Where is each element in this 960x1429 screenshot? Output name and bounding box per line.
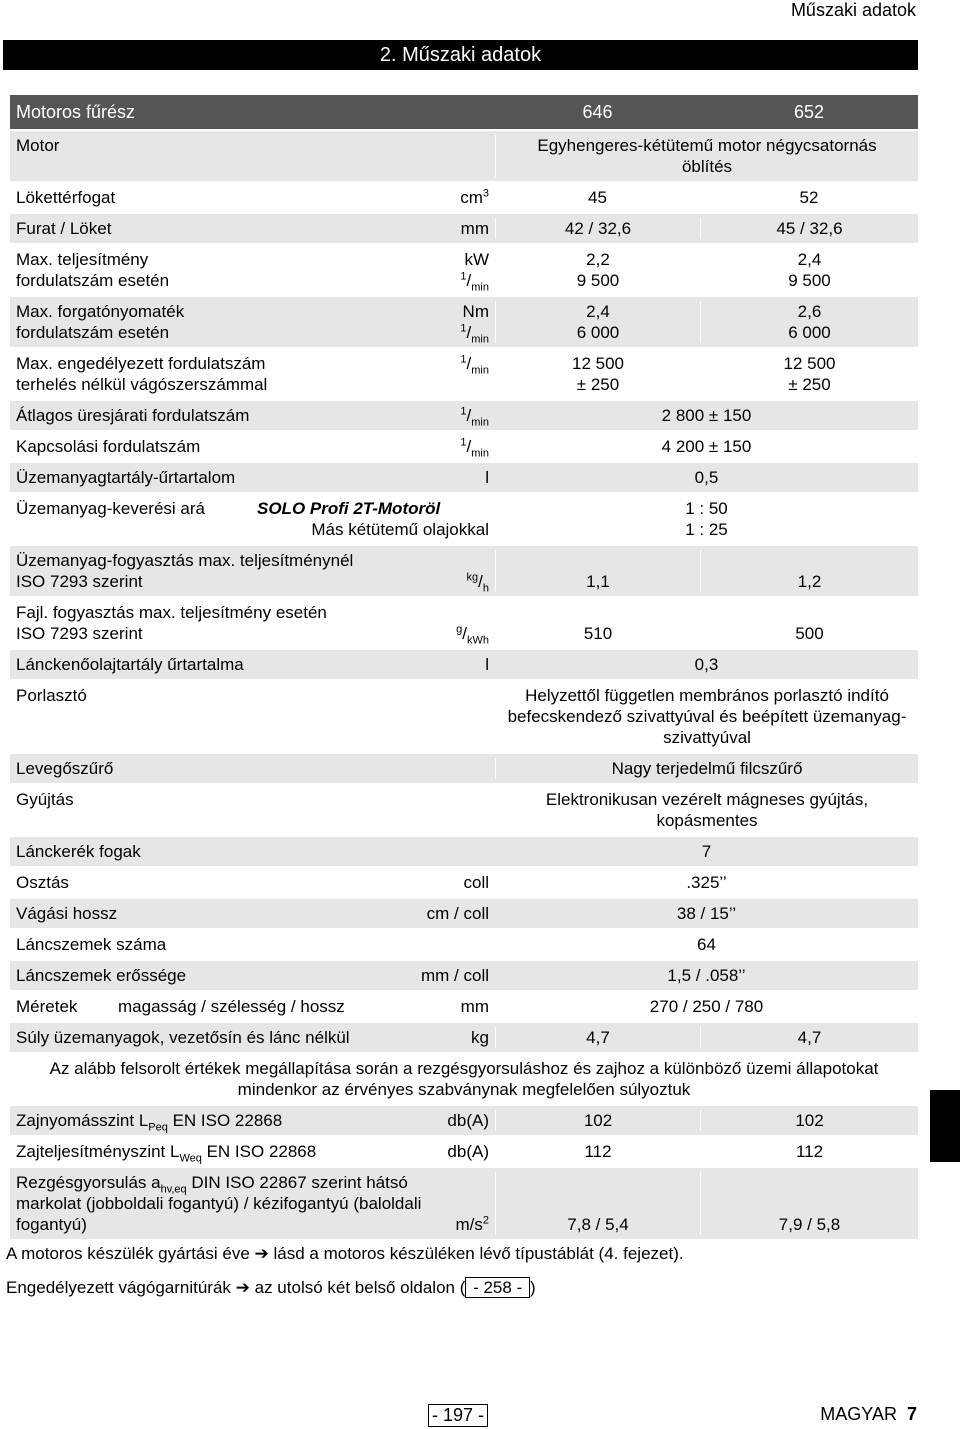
- row-label: Üzemanyag-keverési ará: [16, 499, 205, 518]
- row-unit: Nm $^1/_{min}$: [460, 302, 489, 346]
- language-chapter: MAGYAR 7: [820, 1404, 917, 1424]
- section-header: Műszaki adatok: [790, 0, 916, 20]
- row-weight: [10, 1023, 918, 1054]
- row-specific-consumption: [10, 598, 918, 650]
- row-value: 270 / 250 / 780: [649, 997, 764, 1016]
- mix-oils: SOLO Profi 2T-Motoröl Más kétütemű olajokkal: [257, 499, 489, 539]
- row-sublabel: magasság / szélesség / hossz: [118, 997, 345, 1016]
- row-value: 1,5 / .058’’: [667, 966, 746, 985]
- row-unit: mm: [460, 997, 489, 1016]
- row-label: Osztás: [16, 873, 69, 892]
- row-label: Zajteljesítményszint $L_{Weq}$ EN ISO 22868: [16, 1142, 317, 1165]
- value-652: 4,7: [700, 1027, 918, 1048]
- header-model-652: 652: [793, 102, 825, 122]
- row-label: Porlasztó: [16, 686, 87, 705]
- row-value: Egyhengeres-kétütemű motor négycsatornás öblítés: [495, 135, 918, 177]
- table-header-row: [10, 95, 918, 131]
- row-label: Lánckenőolajtartály űrtartalma: [16, 655, 244, 674]
- row-value: 0,5: [694, 468, 719, 487]
- value-652: 1,2: [700, 550, 918, 592]
- row-noise-pressure: [10, 1106, 918, 1137]
- row-unit: mm / coll: [421, 966, 489, 985]
- arrow-right-icon: ➔: [254, 1244, 269, 1263]
- row-label: Lánckerék fogak: [16, 842, 141, 861]
- value-652: 52: [799, 188, 819, 207]
- row-label: Rezgésgyorsulás $a_{hv,eq}$ DIN ISO 22867 szerint hátsó markolat (jobboldali fogantyú) / kézifogantyú (baloldali fogantyú): [16, 1173, 422, 1234]
- row-note: [10, 1054, 918, 1106]
- footer-note-cutting-sets: Engedélyezett vágógarnitúrák ➔ az utolsó két belső oldalon ( - 258 - ): [6, 1278, 536, 1297]
- row-label: Kapcsolási fordulatszám: [16, 437, 201, 456]
- value-652: 500: [700, 602, 918, 644]
- row-oil-tank: [10, 650, 918, 681]
- row-label: Motor: [16, 136, 60, 155]
- row-label: Max. forgatónyomaték fordulatszám esetén: [16, 302, 185, 342]
- row-value: .325’’: [686, 873, 727, 892]
- row-value: Nagy terjedelmű filcszűrő: [495, 758, 918, 779]
- header-model-646: 646: [582, 102, 613, 122]
- row-cut-length: [10, 899, 918, 930]
- row-label: Vágási hossz: [16, 904, 118, 923]
- row-unit: kg: [471, 1028, 489, 1047]
- row-vibration: [10, 1168, 918, 1241]
- value-646: 2,4 6 000: [495, 301, 700, 343]
- row-noise-power: [10, 1137, 918, 1168]
- value-646: 42 / 32,6: [495, 218, 700, 239]
- row-chain-links: [10, 930, 918, 961]
- value-646: 2,2 9 500: [495, 249, 700, 291]
- row-value: 0,3: [694, 655, 719, 674]
- row-consumption: [10, 546, 918, 598]
- row-label: Láncszemek száma: [16, 935, 167, 954]
- row-torque: [10, 297, 918, 349]
- row-ignition: [10, 785, 918, 837]
- row-label: Láncszemek erőssége: [16, 966, 187, 985]
- footer-note-year: A motoros készülék gyártási éve ➔ lásd a motoros készüléken lévő típustáblát (4. fejezet).: [6, 1244, 684, 1263]
- value-652: 45 / 32,6: [700, 218, 918, 239]
- value-646: 45: [588, 188, 607, 207]
- row-unit: $^1/_{min}$: [460, 353, 489, 377]
- row-unit: l: [485, 468, 489, 487]
- header-label: Motoros fűrész: [16, 102, 136, 122]
- row-air-filter: [10, 754, 918, 785]
- value-652: 112: [700, 1141, 918, 1162]
- row-label: Átlagos üresjárati fordulatszám: [16, 406, 250, 425]
- row-value: 7: [701, 842, 712, 861]
- row-unit: $m/s^2$: [455, 1214, 489, 1234]
- row-mix: [10, 494, 918, 546]
- row-unit: $^1/_{min}$: [460, 405, 489, 429]
- row-motor: [10, 131, 918, 183]
- row-label: Gyújtás: [16, 790, 74, 809]
- measurement-note: Az alább felsorolt értékek megállapítása során a rezgésgyorsuláshoz és zajhoz a különböző üzemi állapotokat mindenkor az érvényes szabványnak megfelelően súlyoztuk: [49, 1059, 879, 1099]
- row-unit: coll: [463, 873, 489, 892]
- row-unit: db(A): [447, 1111, 489, 1130]
- value-646: 112: [495, 1141, 700, 1162]
- row-label: Fajl. fogyasztás max. teljesítmény esetén ISO 7293 szerint $^g/_{kWh}$: [16, 603, 489, 647]
- mix-values: 1 : 50 1 : 25: [685, 499, 728, 539]
- row-label: Max. engedélyezett fordulatszám terhelés nélkül vágószerszámmal: [16, 354, 268, 394]
- row-tank: [10, 463, 918, 494]
- page-number: - 197 -: [428, 1404, 488, 1427]
- row-sprocket: [10, 837, 918, 868]
- row-label: Levegőszűrő: [16, 759, 114, 778]
- row-label: Max. teljesítmény fordulatszám esetén: [16, 250, 170, 290]
- row-value: 4 200 ± 150: [661, 437, 752, 456]
- value-652: 102: [700, 1110, 918, 1131]
- value-646: 7,8 / 5,4: [495, 1172, 700, 1235]
- row-displacement: [10, 183, 918, 214]
- row-label: Zajnyomásszint $L_{Peq}$ EN ISO 22868: [16, 1111, 283, 1134]
- row-unit: kW $^1/_{min}$: [460, 250, 489, 294]
- row-power: [10, 245, 918, 297]
- row-value: Elektronikusan vezérelt mágneses gyújtás, kopásmentes: [495, 789, 918, 831]
- row-label: Furat / Löket: [16, 219, 112, 238]
- row-bore: [10, 214, 918, 245]
- value-646: 1,1: [495, 550, 700, 592]
- spec-table: [10, 95, 918, 1241]
- value-652: 2,4 9 500: [700, 249, 918, 291]
- arrow-right-icon: ➔: [235, 1278, 250, 1297]
- row-max-rpm: [10, 349, 918, 401]
- value-646: 102: [495, 1110, 700, 1131]
- row-value: 2 800 ± 150: [661, 406, 752, 425]
- row-label: Lökettérfogat: [16, 188, 116, 207]
- value-652: 7,9 / 5,8: [700, 1172, 918, 1235]
- value-652: 2,6 6 000: [700, 301, 918, 343]
- row-chain-gauge: [10, 961, 918, 992]
- row-unit: l: [485, 655, 489, 674]
- page-title: 2. Műszaki adatok: [3, 40, 918, 70]
- row-unit: $^1/_{min}$: [460, 436, 489, 460]
- row-clutch: [10, 432, 918, 463]
- value-646: 4,7: [495, 1027, 700, 1048]
- row-label: Üzemanyagtartály-űrtartalom: [16, 468, 236, 487]
- row-idle: [10, 401, 918, 432]
- value-652: 12 500 ± 250: [700, 353, 918, 395]
- row-label: Súly üzemanyagok, vezetősín és lánc nélkül: [16, 1028, 350, 1047]
- value-646: 12 500 ± 250: [495, 353, 700, 395]
- row-label: Üzemanyag-fogyasztás max. teljesítménynél ISO 7293 szerint $^{kg}/_h$: [16, 551, 489, 595]
- row-label: Méretek: [16, 997, 78, 1016]
- row-unit: db(A): [447, 1142, 489, 1161]
- row-carburetor: [10, 681, 918, 754]
- row-dimensions: [10, 992, 918, 1023]
- row-unit: $cm^3$: [460, 187, 489, 207]
- row-value: 64: [697, 935, 716, 954]
- row-value: Helyzettől független membrános porlasztó indító befecskendező szivattyúval és beépített üzemanyag-szivattyúval: [495, 685, 918, 748]
- value-646: 510: [495, 602, 700, 644]
- chapter-tab-marker: [930, 1090, 960, 1162]
- page-reference-link[interactable]: - 258 -: [465, 1277, 530, 1298]
- row-unit: mm: [460, 219, 489, 238]
- row-unit: cm / coll: [426, 904, 489, 923]
- row-value: 38 / 15’’: [676, 904, 737, 923]
- row-pitch: [10, 868, 918, 899]
